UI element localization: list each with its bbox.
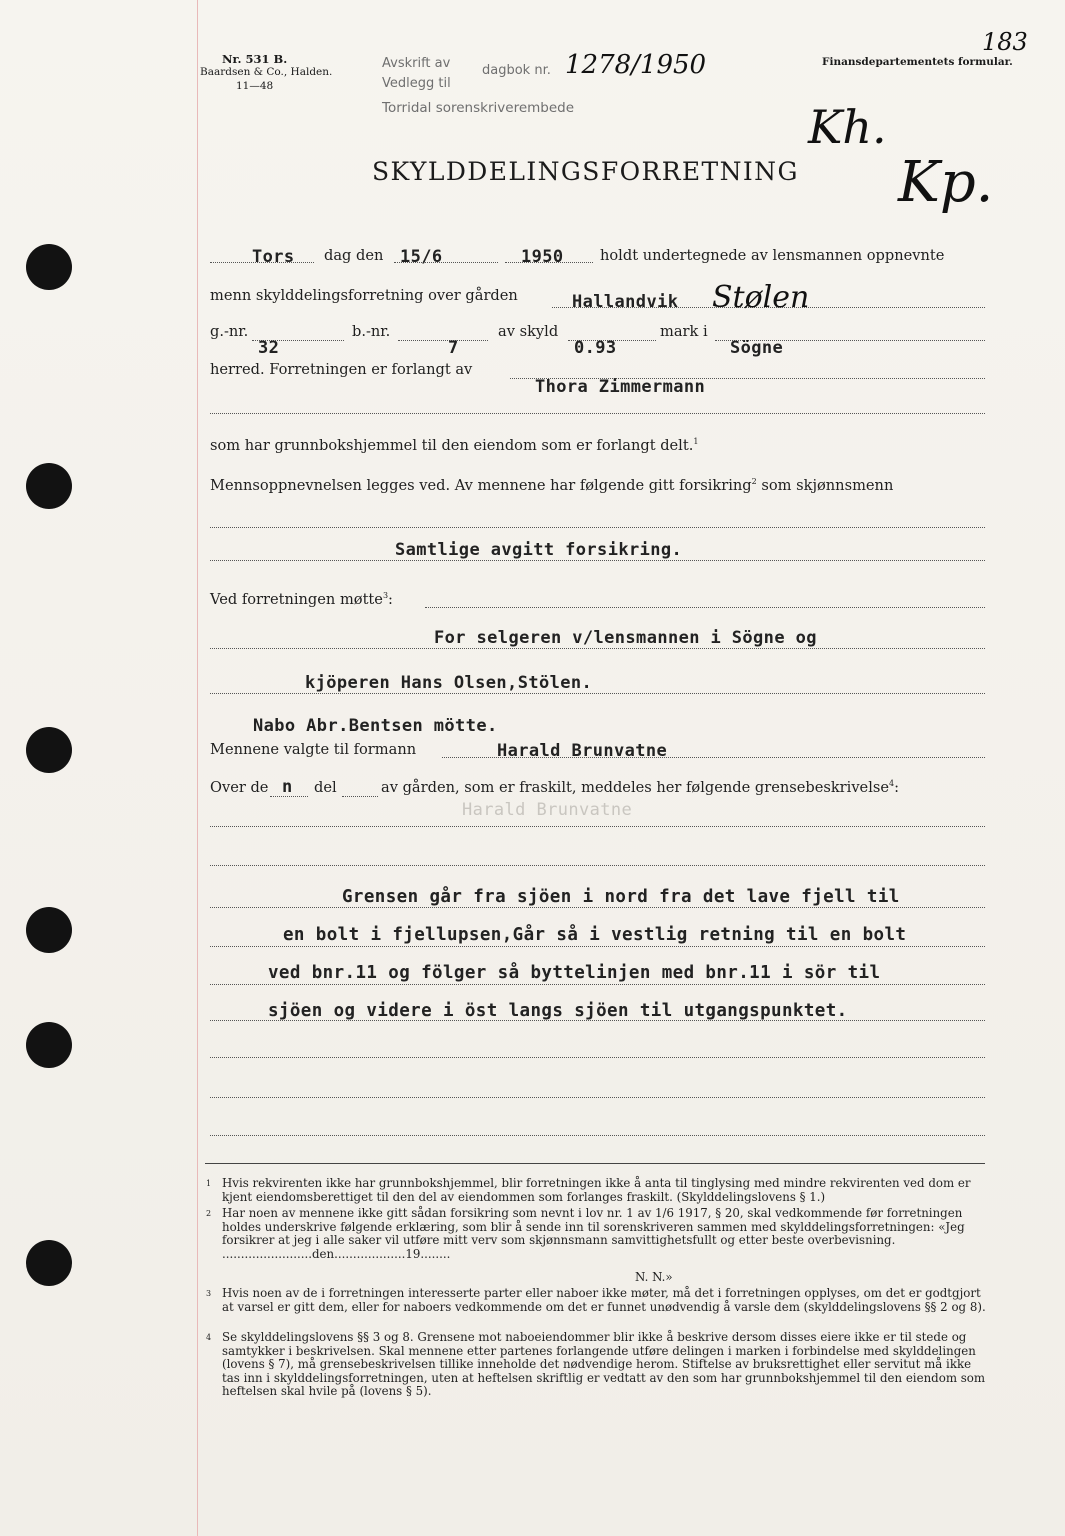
punch-hole xyxy=(26,727,72,773)
fill-line xyxy=(210,984,985,985)
gnr-label: g.-nr. xyxy=(210,323,249,340)
footnote-text: Se skylddelingslovens §§ 3 og 8. Grensene mot naboeiendommer blir ikke å beskrive dersom disses eiere ikke er til stede og samtykker i beskrivelsen. Skal mennene etter partenes forlangende utføre delingen i marken i forbindelse med skylddelingen (lovens § 7), må grensebeskrivelsen tillike inneholde det nødvendige herom. Stiftelse av bruksrettighet eller servitut må ikke tas inn i skylddelingsforretningen, uten at heftelsen skriftlig er vedtatt av den som har grunnbokshjemmel til den eiendom som heftelsen skal hvile på (lovens § 5). xyxy=(222,1330,986,1398)
copy-type-1: Avskrift av xyxy=(382,56,451,71)
punch-hole xyxy=(26,463,72,509)
footnote-text: Har noen av mennene ikke gitt sådan forsikring som nevnt i lov nr. 1 av 1/6 1917, § 20, skal vedkommende før forretningen holdes underskrive følgende erklæring, som blir å sende inn til sorenskriveren sammen med skylddelingsforretningen: «Jeg forsikrer at jeg i alle saker vil utføre mitt verv som skjønnsmann samvittighetsfullt og etter beste overbevisning. ........................den...................19........ xyxy=(222,1206,965,1261)
fill-line xyxy=(210,907,985,908)
farm-handwritten: Stølen xyxy=(712,280,810,315)
menn-text: menn skylddelingsforretning over gården xyxy=(210,287,518,304)
motte-label-body: Ved forretningen møtte xyxy=(210,591,383,608)
boundary-line-3: ved bnr.11 og fölger så byttelinjen med bnr.11 i sör til xyxy=(268,963,881,983)
formann-value: Harald Brunvatne xyxy=(497,741,668,761)
municipality-value: Sögne xyxy=(730,338,784,358)
faint-strikethrough-text: Harald Brunvatne xyxy=(462,800,633,820)
punch-hole xyxy=(26,244,72,290)
footnote-number: 2 xyxy=(206,1209,212,1218)
fill-line xyxy=(210,648,985,649)
fill-line xyxy=(210,826,985,827)
punch-hole xyxy=(26,907,72,953)
requester-value: Thora Zimmermann xyxy=(535,377,706,397)
initials-2: Kp. xyxy=(898,150,994,215)
fill-line xyxy=(210,560,985,561)
fill-line xyxy=(210,527,985,528)
dag-den-label: dag den xyxy=(324,247,384,264)
motte-line-2: kjöperen Hans Olsen,Stölen. xyxy=(305,673,593,693)
del-label: del xyxy=(314,779,337,796)
boundary-line-1: Grensen går fra sjöen i nord fra det lave fjell til xyxy=(342,887,900,907)
farm-value: Hallandvik xyxy=(572,292,679,312)
footnote-ref: 3 xyxy=(382,591,389,601)
footnote-text: N. N.» xyxy=(635,1270,673,1284)
mark-label: mark i xyxy=(660,323,708,340)
footnote-ref: 4 xyxy=(889,779,895,789)
over-value: n xyxy=(282,777,293,797)
page-number: 183 xyxy=(982,28,1028,56)
bnr-label: b.-nr. xyxy=(352,323,391,340)
menns-text xyxy=(210,477,893,494)
fill-line xyxy=(425,607,985,608)
over-text xyxy=(381,779,899,796)
intro-text: holdt undertegnede av lensmannen oppnevnte xyxy=(600,247,945,264)
fill-line xyxy=(210,1057,985,1058)
margin-line xyxy=(197,0,198,1536)
boundary-line-4: sjöen og videre i öst langs sjöen til utgangspunktet. xyxy=(268,1001,848,1021)
footnote-rule xyxy=(205,1163,985,1164)
office-name: Torridal sorenskriverembede xyxy=(382,100,575,116)
footnote-number: 1 xyxy=(206,1179,212,1188)
over-text-body: av gården, som er fraskilt, meddeles her følgende grensebeskrivelse xyxy=(381,779,889,796)
footnote-text: Hvis noen av de i forretningen interesserte parter eller naboer ikke møter, må det i forretningen opplyses, om det er godtgjort at varsel er gitt dem, eller for naboers vedkommende om det er funnet unødvendig å varsle dem (skylddelingslovens §§ 2 og 8). xyxy=(222,1286,986,1314)
fill-line xyxy=(342,796,378,797)
ministry-form: Finansdepartementets formular. xyxy=(822,56,1013,68)
footnote-text: Hvis rekvirenten ikke har grunnbokshjemmel, blir forretningen ikke å anta til tinglysing med mindre rekvirenten ved dom er kjent eiendomsberettiget til den del av eiendommen som forlanges fraskilt. (Skylddelingslovens § 1.) xyxy=(222,1176,971,1204)
footnote-number: 4 xyxy=(206,1333,212,1342)
menns-text-body: Mennsoppnevnelsen legges ved. Av mennene har følgende gitt forsikring xyxy=(210,477,752,494)
grunnbok-text-body: som har grunnbokshjemmel til den eiendom som er forlangt delt. xyxy=(210,437,694,454)
forsikring-value: Samtlige avgitt forsikring. xyxy=(395,540,683,560)
print-date: 11—48 xyxy=(236,80,274,92)
fill-line xyxy=(210,1097,985,1098)
fill-line xyxy=(210,865,985,866)
motte-line-1: For selgeren v/lensmannen i Sögne og xyxy=(434,628,817,648)
footnote-number: 3 xyxy=(206,1289,212,1298)
herred-text: herred. Forretningen er forlangt av xyxy=(210,361,473,378)
grunnbok-text xyxy=(210,437,698,454)
menns-text-tail: som skjønnsmenn xyxy=(761,477,894,494)
skyld-value: 0.93 xyxy=(574,338,617,358)
gnr-value: 32 xyxy=(258,338,280,358)
boundary-line-2: en bolt i fjellupsen,Går så i vestlig retning til en bolt xyxy=(283,925,907,945)
footnote-ref: 2 xyxy=(751,477,757,487)
weekday-value: Tors xyxy=(252,247,295,267)
copy-type-2: Vedlegg til xyxy=(382,76,451,91)
punch-hole xyxy=(26,1022,72,1068)
skyld-label: av skyld xyxy=(498,323,559,340)
fill-line xyxy=(210,1020,985,1021)
page-title: SKYLDDELINGSFORRETNING xyxy=(372,157,799,186)
motte-label xyxy=(210,591,393,608)
formann-label: Mennene valgte til formann xyxy=(210,741,417,758)
over-label: Over de xyxy=(210,779,269,796)
dagbok-label: dagbok nr. xyxy=(482,63,551,78)
initials-1: Kh. xyxy=(808,100,887,154)
fill-line xyxy=(398,340,488,341)
fill-line xyxy=(210,946,985,947)
colon: : xyxy=(894,779,900,796)
punch-hole xyxy=(26,1240,72,1286)
colon: : xyxy=(388,591,393,608)
fill-line xyxy=(210,413,985,414)
date-value: 15/6 xyxy=(400,247,443,267)
fill-line xyxy=(210,1135,985,1136)
printer-name: Baardsen & Co., Halden. xyxy=(200,66,333,78)
motte-line-3: Nabo Abr.Bentsen mötte. xyxy=(253,716,498,736)
dagbok-number: 1278/1950 xyxy=(565,50,707,80)
fill-line xyxy=(210,693,985,694)
bnr-value: 7 xyxy=(448,338,459,358)
form-number: Nr. 531 B. xyxy=(222,52,288,66)
footnote-ref: 1 xyxy=(693,437,699,447)
year-value: 1950 xyxy=(521,247,564,267)
